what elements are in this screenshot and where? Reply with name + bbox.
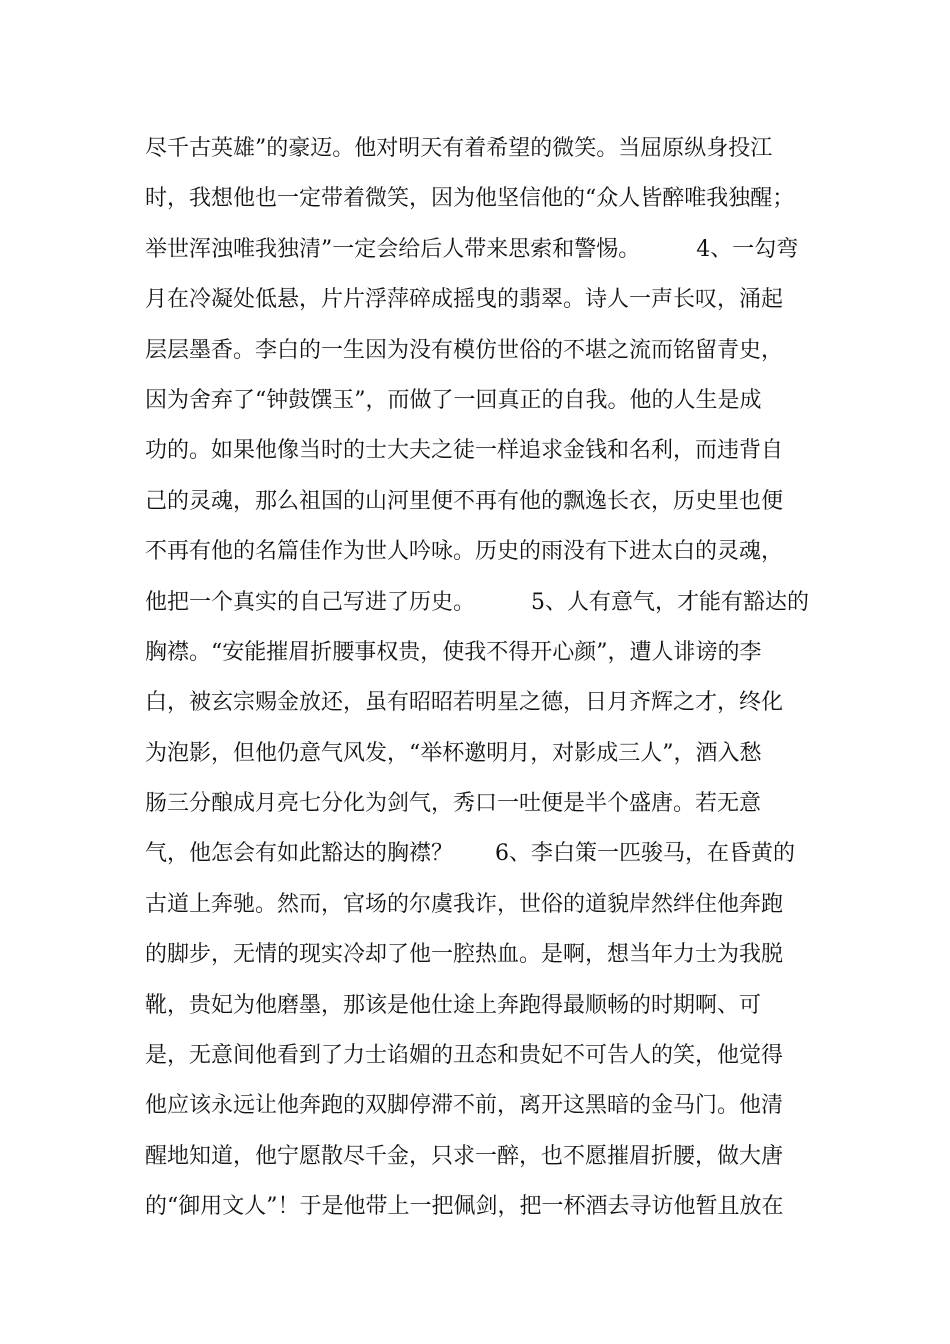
text-line: 时，我想他也一定带着微笑，因为他坚信他的“众人皆醉唯我独醒； (145, 186, 795, 212)
text-line: 胸襟。“安能摧眉折腰事权贵，使我不得开心颜”，遭人诽谤的李 (145, 639, 762, 665)
text-line: 因为舍弃了“钟鼓馔玉”，而做了一回真正的自我。他的人生是成 (145, 387, 762, 413)
text-line: 肠三分酿成月亮七分化为剑气，秀口一吐便是半个盛唐。若无意 (145, 791, 762, 817)
text-line: 层层墨香。李白的一生因为没有模仿世俗的不堪之流而铭留青史， (145, 337, 784, 363)
text-line: 不再有他的名篇佳作为世人吟咏。历史的雨没有下进太白的灵魂， (145, 539, 784, 565)
text-line: 白，被玄宗赐金放还，虽有昭昭若明星之德，日月齐辉之才，终化 (145, 690, 784, 716)
text-line: 他把一个真实的自己写进了历史。 5、人有意气，才能有豁达的 (145, 589, 809, 615)
text-line: 气，他怎会有如此豁达的胸襟？ 6、李白策一匹骏马，在昏黄的 (145, 841, 795, 867)
text-line: 举世浑浊唯我独清”一定会给后人带来思索和警惕。 4、一勾弯 (145, 236, 799, 262)
text-line: 己的灵魂，那么祖国的山河里便不再有他的飘逸长衣，历史里也便 (145, 488, 784, 514)
text-line: 是，无意间他看到了力士谄媚的丑态和贵妃不可告人的笑，他觉得 (145, 1043, 784, 1069)
text-line: 的脚步，无情的现实冷却了他一腔热血。是啊，想当年力士为我脱 (145, 942, 784, 968)
text-line: 的“御用文人”！于是他带上一把佩剑，把一杯酒去寻访他暂且放在 (145, 1194, 784, 1220)
text-line: 靴，贵妃为他磨墨，那该是他仕途上奔跑得最顺畅的时期啊、可 (145, 992, 762, 1018)
text-line: 古道上奔驰。然而，官场的尔虞我诈，世俗的道貌岸然绊住他奔跑 (145, 891, 784, 917)
text-line: 醒地知道，他宁愿散尽千金，只求一醉，也不愿摧眉折腰，做大唐 (145, 1143, 784, 1169)
text-line: 为泡影，但他仍意气风发，“举杯邀明月，对影成三人”，酒入愁 (145, 740, 762, 766)
text-line: 尽千古英雄”的豪迈。他对明天有着希望的微笑。当屈原纵身投江 (145, 136, 773, 161)
text-line: 月在冷凝处低悬，片片浮萍碎成摇曳的翡翠。诗人一声长叹，涌起 (145, 287, 784, 313)
text-line: 他应该永远让他奔跑的双脚停滞不前，离开这黑暗的金马门。他清 (145, 1093, 784, 1119)
body-text (145, 124, 810, 1233)
text-line: 功的。如果他像当时的士大夫之徒一样追求金钱和名利，而违背自 (145, 438, 784, 464)
